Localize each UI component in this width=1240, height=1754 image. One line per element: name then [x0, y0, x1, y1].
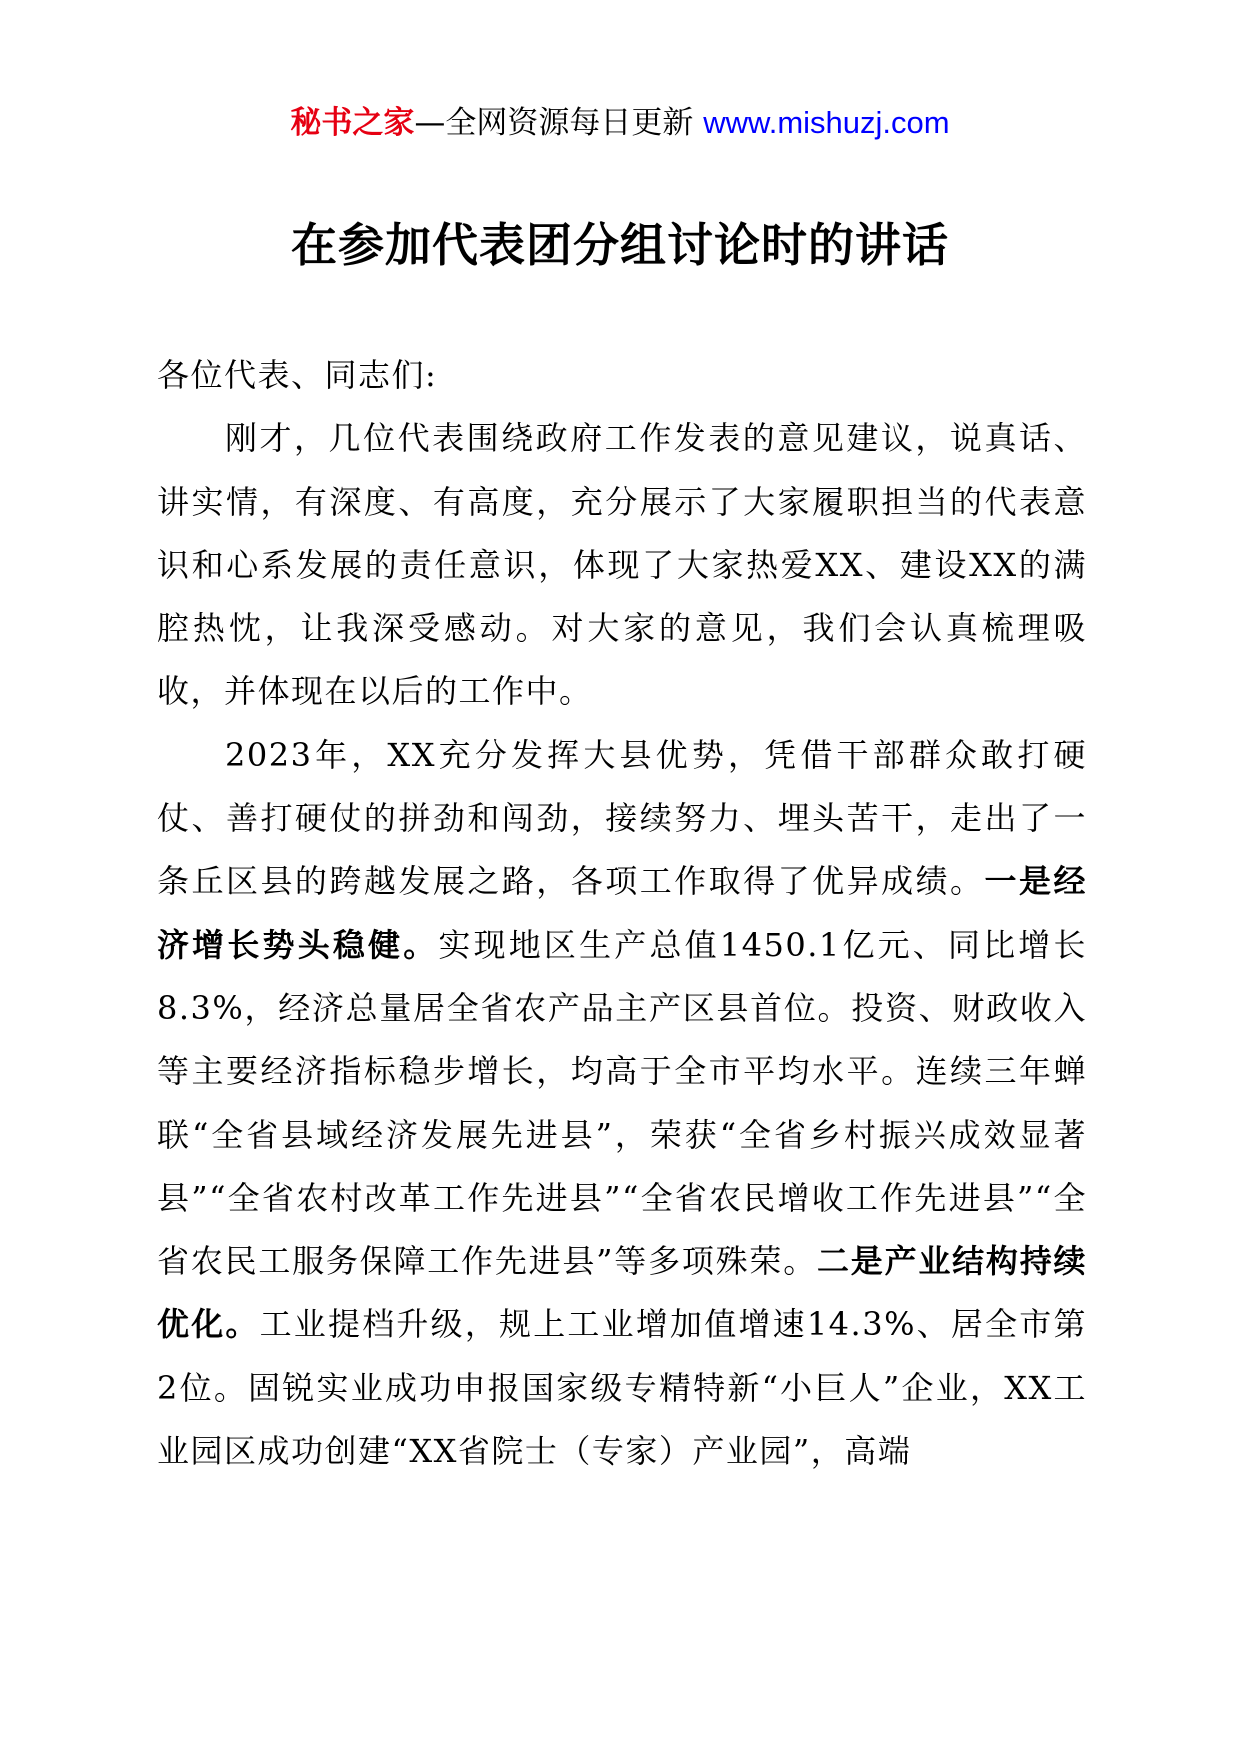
- site-banner: [0, 100, 1240, 146]
- brand-name: 秘书之家: [290, 105, 415, 141]
- paragraph-2: [157, 724, 1087, 1484]
- document-body: [157, 344, 1087, 1483]
- salutation: 各位代表、同志们:: [157, 356, 438, 394]
- website-link[interactable]: www.mishuzj.com: [703, 105, 950, 140]
- industry-details: 工业提档升级，规上工业增加值增速14.3%、居全市第2位。固锐实业成功申报国家级专精特新“小巨人”企业，XX工业园区成功创建“XX省院士（专家）产业园”，高端: [157, 1305, 1087, 1471]
- paragraph-1: 刚才，几位代表围绕政府工作发表的意见建议，说真话、讲实情，有深度、有高度，充分展示了大家履职担当的代表意识和心系发展的责任意识，体现了大家热爱XX、建设XX的满腔热忱，让我深受感动。对大家的意见，我们会认真梳理吸收，并体现在以后的工作中。: [157, 419, 1087, 711]
- economy-details: 实现地区生产总值1450.1亿元、同比增长8.3%，经济总量居全省农产品主产区县首位。投资、财政收入等主要经济指标稳步增长，均高于全市平均水平。连续三年蝉联“全省县域经济发展先进县”，荣获“全省乡村振兴成效显著县”“全省农村改革工作先进县”“全省农民增收工作先进县”“全省农民工服务保障工作先进县”等多项殊荣。: [157, 925, 1087, 1281]
- paragraph-2-intro: 2023年，XX充分发挥大县优势，凭借干部群众敢打硬仗、善打硬仗的拼劲和闯劲，接续努力、埋头苦干，走出了一条丘区县的跨越发展之路，各项工作取得了优异成绩。: [157, 735, 1087, 901]
- page-title: 在参加代表团分组讨论时的讲话: [291, 218, 949, 272]
- banner-tagline: —全网资源每日更新: [414, 105, 704, 141]
- lead-sentence-economy: 一是经济增长势头稳健。: [157, 862, 1087, 964]
- lead-sentence-industry: 二是产业结构持续优化。: [157, 1242, 1087, 1344]
